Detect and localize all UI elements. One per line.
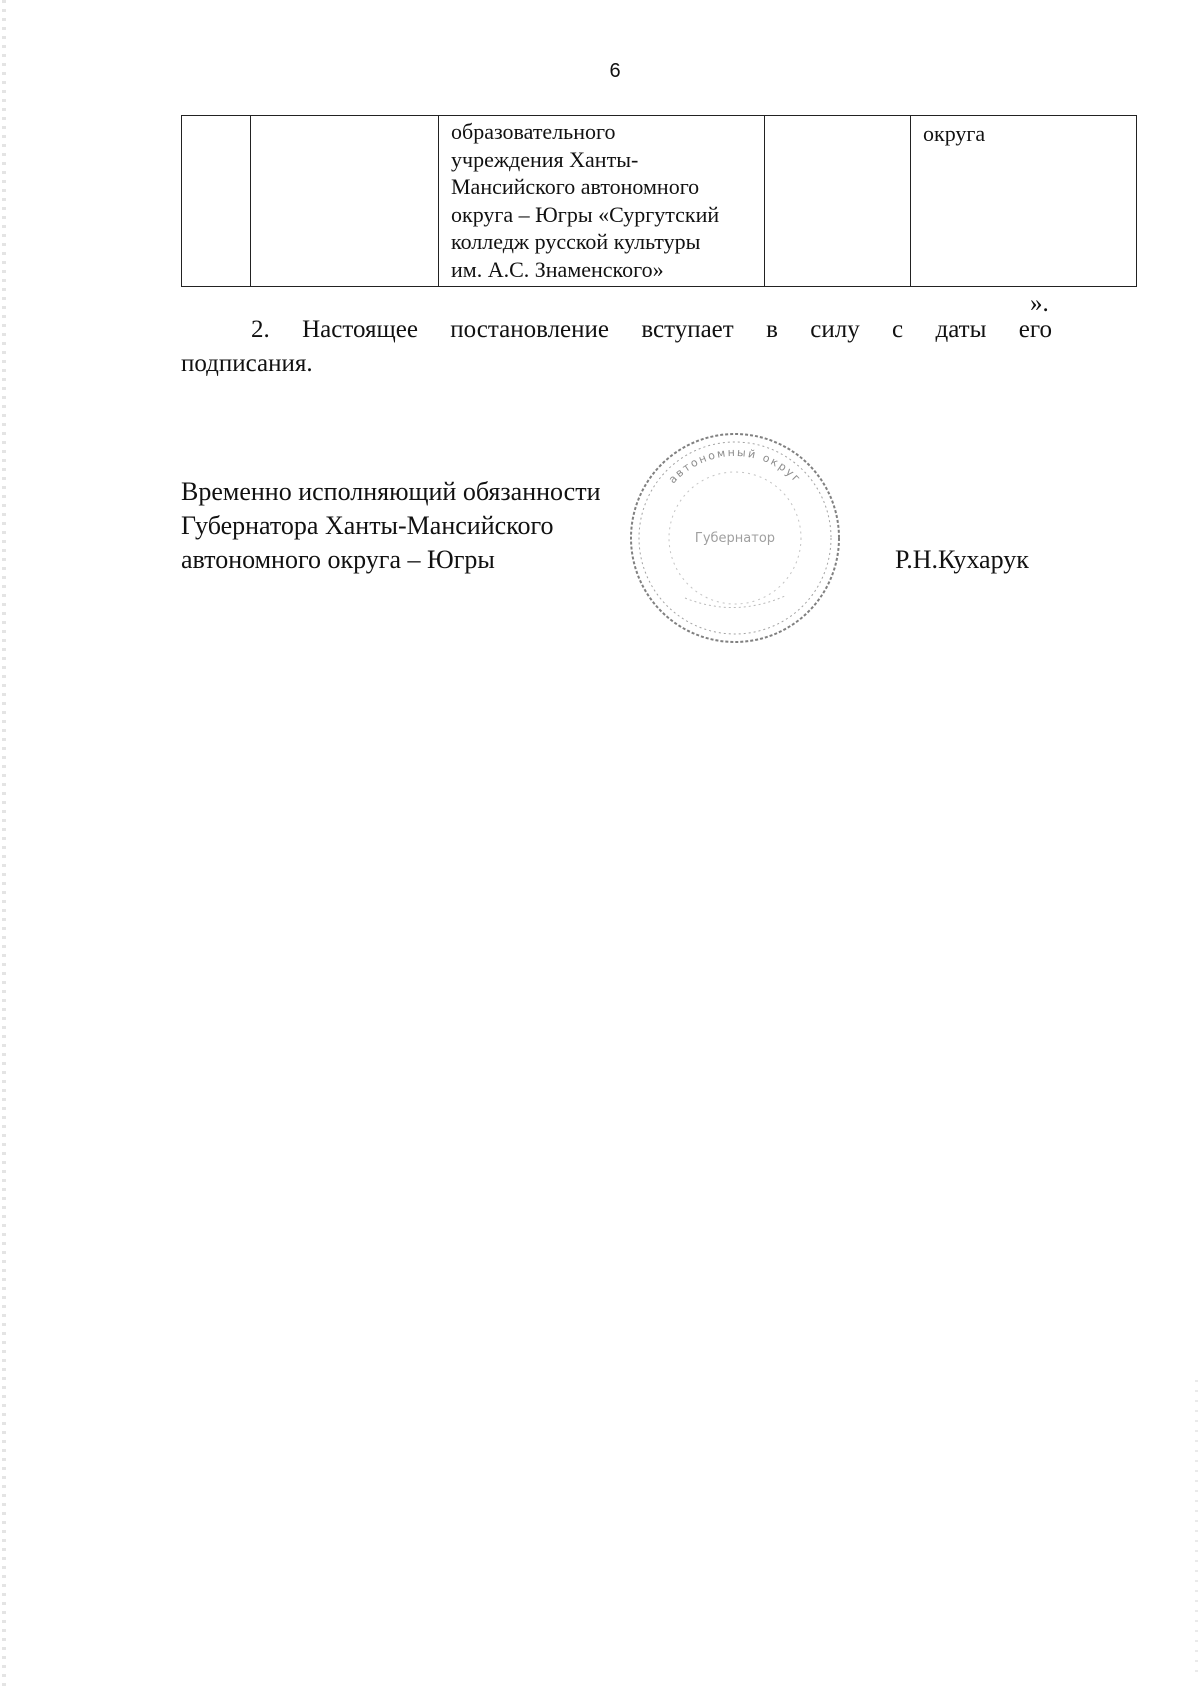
table-cell-number	[182, 116, 251, 287]
institution-line: им. А.С. Знаменского»	[451, 256, 664, 282]
table-cell-empty	[251, 116, 439, 287]
institution-line: округа – Югры «Сургутский	[451, 201, 720, 227]
seal-lower-arc	[685, 596, 785, 608]
institution-line: Мансийского автономного	[451, 174, 700, 199]
table-cell-region: округа	[911, 116, 1137, 287]
signatory-title-line: Временно исполняющий обязанности	[181, 477, 601, 506]
table-cell-institution	[439, 116, 765, 287]
continuation-table	[181, 115, 1137, 287]
scan-edge-left	[2, 0, 6, 1686]
clause-2-line-2: подписания.	[181, 350, 313, 377]
seal-center-text: Губернатор	[694, 531, 776, 546]
clause-2-line-1: 2. Настоящее постановление вступает в силу с даты его	[251, 316, 1052, 343]
table-cell-empty	[765, 116, 911, 287]
institution-line: образовательного	[451, 119, 616, 144]
institution-line: учреждения Ханты-	[451, 146, 639, 172]
seal-arc-text: автономный округ	[665, 445, 805, 487]
signatory-name: Р.Н.Кухарук	[895, 545, 1029, 574]
institution-line: колледж русской культуры	[451, 229, 701, 254]
table-row	[182, 116, 1137, 287]
signatory-title-line: автономного округа – Югры	[181, 545, 495, 574]
signatory-title-line: Губернатора Ханты-Мансийского	[181, 511, 554, 540]
scan-edge-right	[1195, 1380, 1198, 1680]
closing-quote: ».	[1030, 290, 1049, 317]
official-seal	[625, 428, 845, 648]
page-number: 6	[609, 60, 621, 82]
